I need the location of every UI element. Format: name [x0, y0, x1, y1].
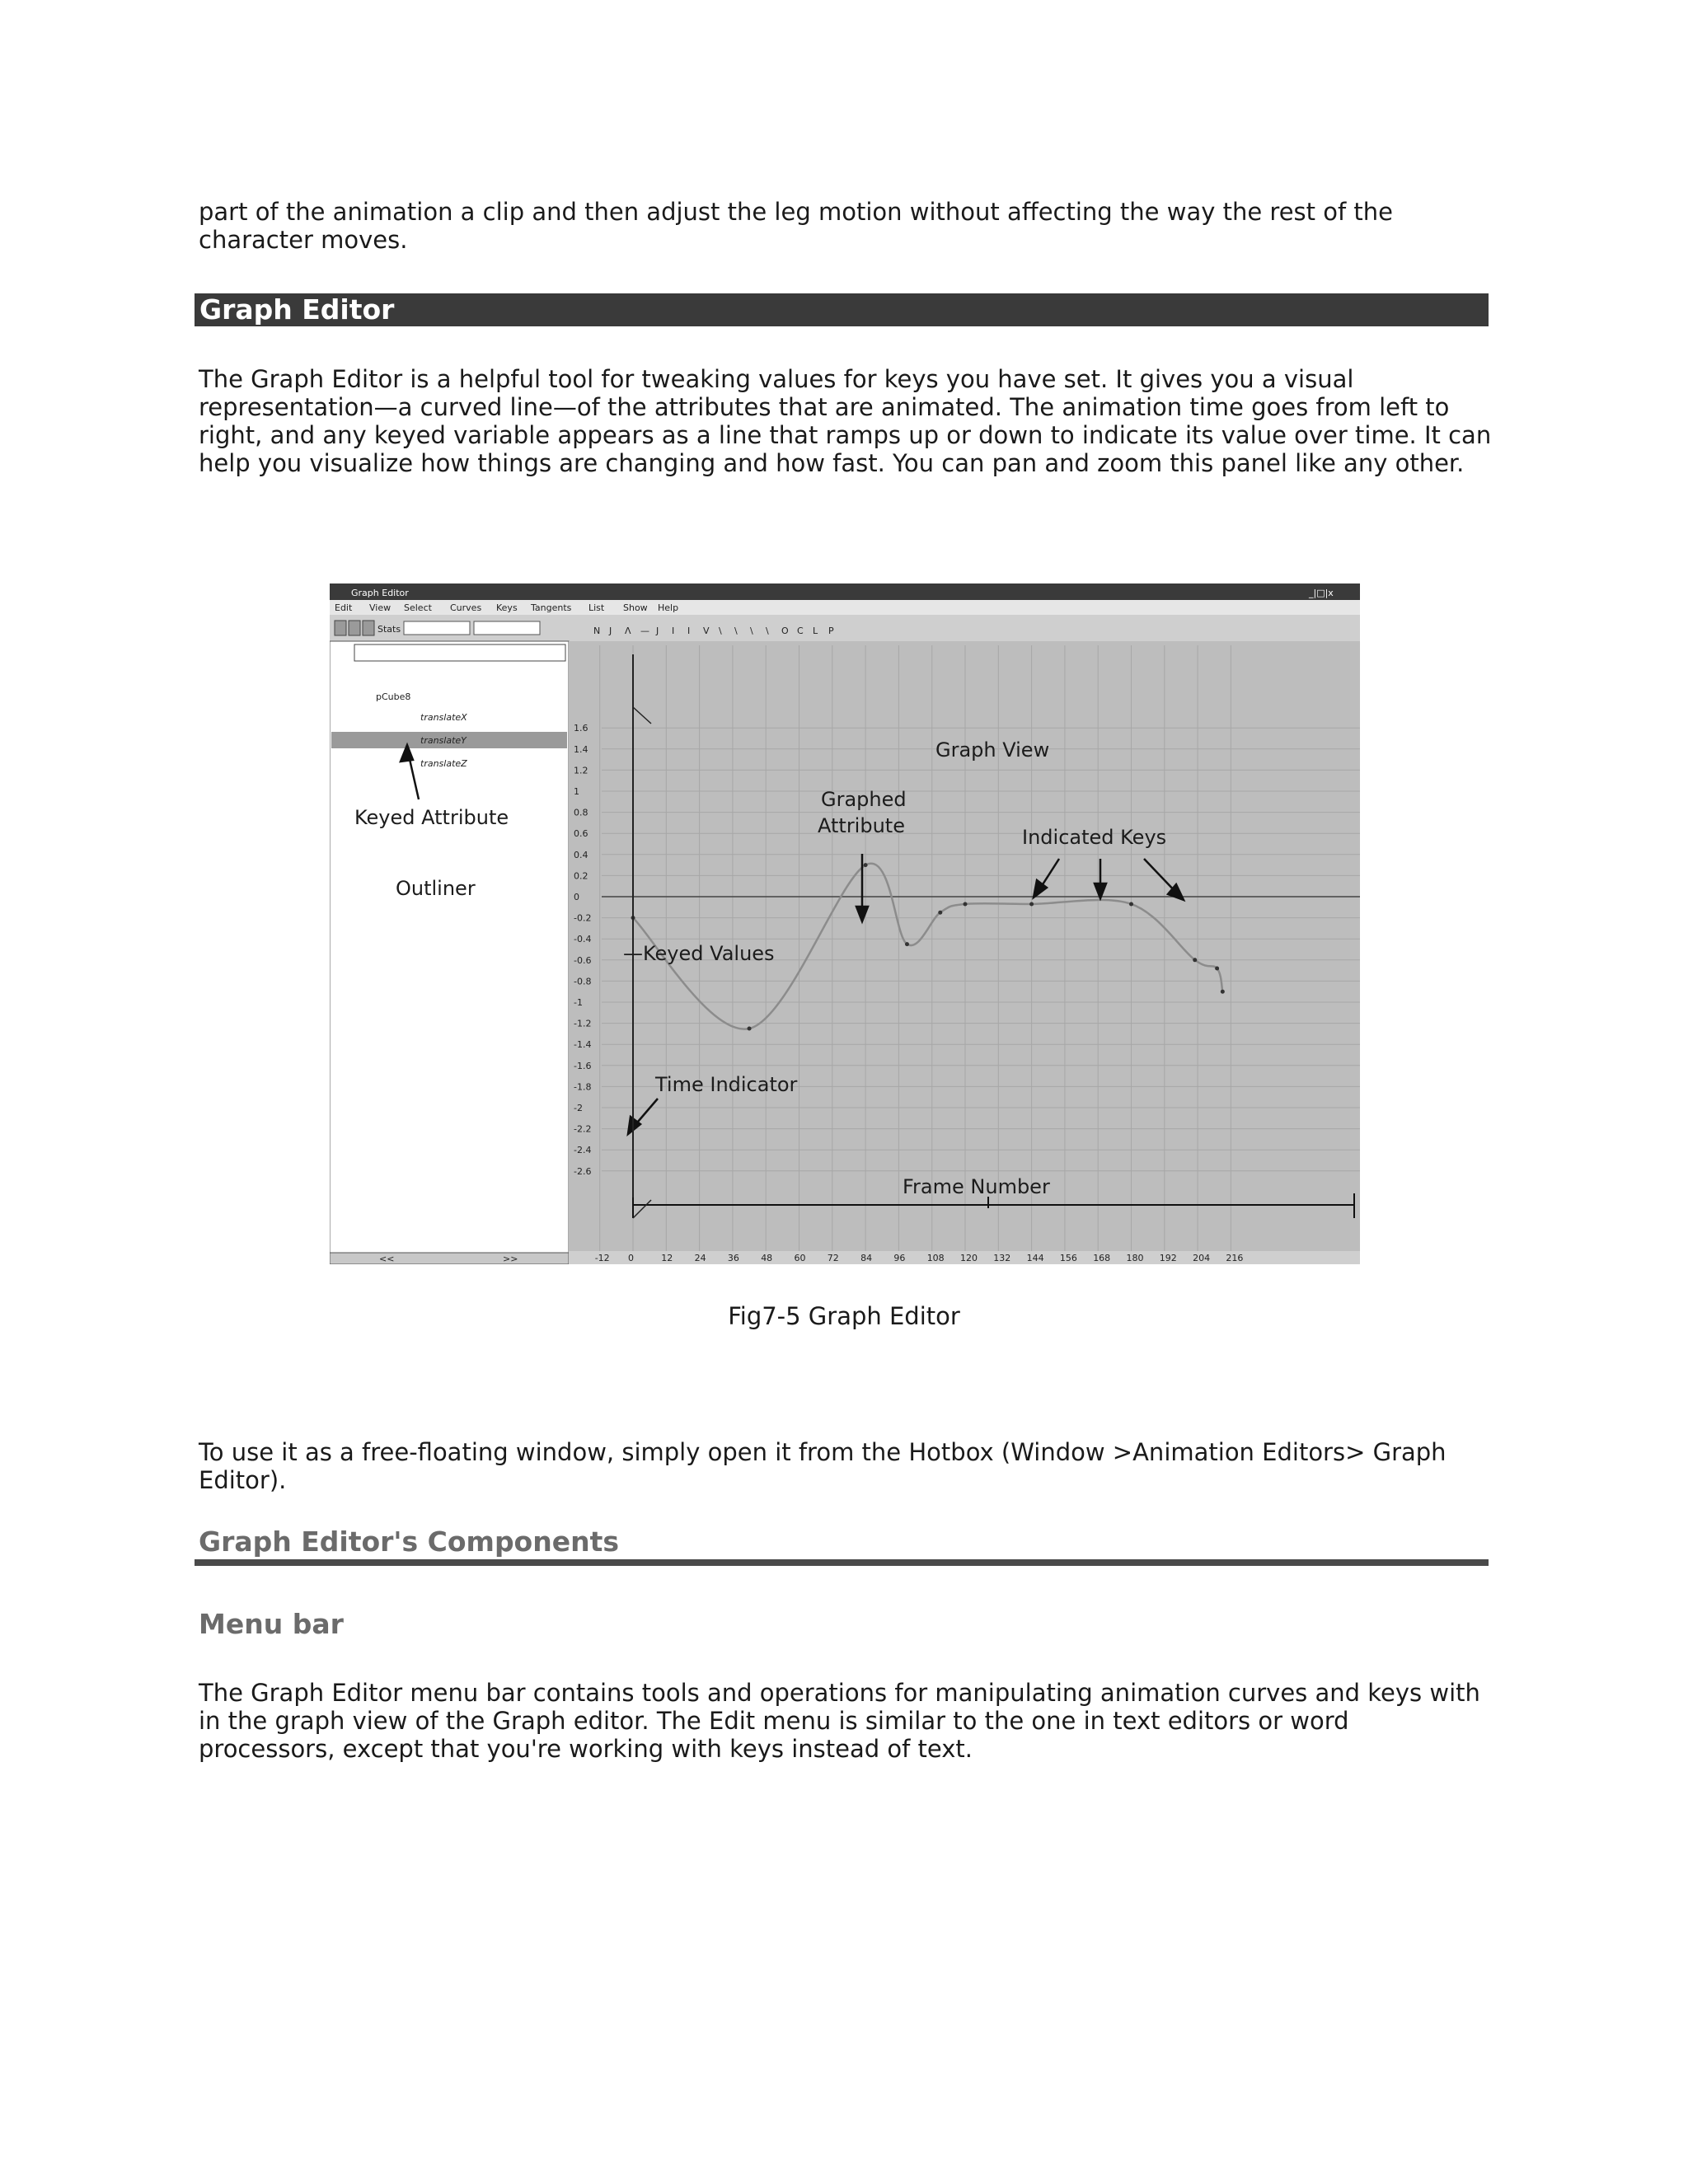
- key-point[interactable]: [1221, 990, 1225, 994]
- callout-keyed-attribute: Keyed Attribute: [354, 806, 509, 829]
- linear-icon[interactable]: Λ: [625, 626, 631, 636]
- y-tick-label: -2.6: [574, 1165, 592, 1177]
- graph-editor-screenshot: [330, 583, 1360, 1264]
- figure-caption: Fig7-5 Graph Editor: [728, 1302, 960, 1330]
- y-tick-label: -2.4: [574, 1145, 592, 1156]
- x-tick-label: 0: [628, 1253, 634, 1263]
- plateau-icon[interactable]: I: [672, 626, 675, 636]
- callout-time-indicator: Time Indicator: [655, 1073, 798, 1096]
- x-tick-label: 108: [926, 1253, 945, 1263]
- x-tick-label: 60: [794, 1253, 806, 1263]
- window-controls-icon[interactable]: _|□|x: [1309, 588, 1334, 598]
- x-tick-label: 120: [960, 1253, 978, 1263]
- x-tick-label: 192: [1159, 1253, 1177, 1263]
- y-tick-label: 1: [574, 786, 579, 797]
- menu-item-select[interactable]: Select: [404, 602, 432, 613]
- x-tick-label: 24: [694, 1253, 706, 1263]
- window-title-bar: [330, 583, 1360, 600]
- menu-item-curves[interactable]: Curves: [450, 602, 482, 613]
- stats-field-2[interactable]: [474, 621, 540, 635]
- unify-tangents-icon[interactable]: \: [719, 626, 722, 636]
- y-tick-label: 0.6: [574, 828, 588, 840]
- lock-weight-icon[interactable]: \: [750, 626, 753, 636]
- window-title: Graph Editor: [351, 588, 409, 598]
- key-point[interactable]: [964, 902, 968, 906]
- x-tick-label: 72: [827, 1253, 839, 1263]
- break-tangents-icon[interactable]: V: [703, 626, 710, 636]
- y-tick-label: -0.4: [574, 934, 592, 945]
- x-tick-label: 204: [1193, 1253, 1211, 1263]
- outliner-child-translateX[interactable]: translateX: [420, 712, 467, 723]
- y-tick-label: -1: [574, 997, 583, 1008]
- y-tick-label: -0.6: [574, 954, 592, 966]
- x-tick-label: 156: [1059, 1253, 1077, 1263]
- menu-item-tangents[interactable]: Tangents: [531, 602, 572, 613]
- x-tick-label: 48: [761, 1253, 773, 1263]
- x-tick-label: 144: [1026, 1253, 1044, 1263]
- graph-editor-description: The Graph Editor is a helpful tool for tweaking values for keys you have set. It gives you a visual representation—a curved line—of the attributes that are animated. The animation time goes from left to right, and any keyed variable appears as a line that ramps up or down to indicate its value over time. It can help you visualize how things are changing and how fast. You can pan and zoom this panel like any other.: [199, 365, 1492, 477]
- cycle-icon[interactable]: O: [781, 626, 789, 636]
- unlock-weight-icon[interactable]: \: [766, 626, 769, 636]
- stats-label: Stats: [377, 624, 401, 635]
- callout-outliner: Outliner: [396, 877, 476, 900]
- key-point[interactable]: [1193, 958, 1197, 962]
- key-point[interactable]: [1029, 902, 1034, 906]
- buffer-curve-icon[interactable]: I: [687, 626, 691, 636]
- y-tick-label: 0.2: [574, 870, 588, 882]
- menu-bar-title: Menu bar: [199, 1608, 344, 1640]
- menu-item-keys[interactable]: Keys: [496, 602, 518, 613]
- y-tick-label: -0.2: [574, 912, 592, 924]
- infinity-icon[interactable]: C: [797, 626, 804, 636]
- outliner-scrollbar[interactable]: [330, 1253, 569, 1264]
- y-tick-label: -1.2: [574, 1018, 592, 1029]
- x-tick-label: 12: [661, 1253, 673, 1263]
- menu-item-edit[interactable]: Edit: [335, 602, 353, 613]
- components-rule: [195, 1559, 1489, 1566]
- y-tick-label: -1.6: [574, 1060, 592, 1071]
- outliner-child-translateY[interactable]: translateY: [420, 735, 467, 746]
- x-axis-ticks: [569, 1251, 1360, 1264]
- menu-item-show[interactable]: Show: [623, 602, 648, 613]
- callout-graphed-attribute-1: Graphed: [821, 788, 907, 811]
- spline-icon[interactable]: N: [593, 626, 601, 636]
- intro-paragraph: part of the animation a clip and then adjust the leg motion without affecting the way the rest of the character moves.: [199, 198, 1394, 254]
- y-tick-label: -2.2: [574, 1123, 592, 1135]
- menu-bar-paragraph: The Graph Editor menu bar contains tools and operations for manipulating animation curves and keys with in the graph view of the Graph editor. The Edit menu is similar to the one in text editors or word processors, except that you're working with keys instead of text.: [199, 1679, 1480, 1763]
- callout-indicated-keys: Indicated Keys: [1022, 826, 1167, 849]
- free-floating-paragraph: To use it as a free-floating window, simply open it from the Hotbox (Window >Animation Editors> Graph Editor).: [199, 1438, 1447, 1494]
- outliner-children: [420, 712, 467, 769]
- callout-graphed-attribute-2: Attribute: [818, 814, 905, 837]
- section-title-graph-editor: Graph Editor: [195, 293, 1489, 326]
- step-icon[interactable]: J: [656, 626, 659, 636]
- x-tick-label: 84: [860, 1253, 873, 1263]
- menu-item-view[interactable]: View: [369, 602, 392, 613]
- callout-frame-number: Frame Number: [903, 1175, 1050, 1198]
- menu-item-help[interactable]: Help: [658, 602, 679, 613]
- pre-infinity-icon[interactable]: P: [828, 626, 834, 636]
- x-tick-label: 216: [1226, 1253, 1244, 1263]
- region-tool-icon[interactable]: [363, 621, 374, 635]
- x-tick-label: -12: [594, 1253, 610, 1263]
- x-tick-label: 96: [893, 1253, 906, 1263]
- y-tick-label: 1.4: [574, 743, 588, 755]
- x-tick-label: 132: [993, 1253, 1011, 1263]
- stats-field-1[interactable]: [404, 621, 470, 635]
- y-tick-label: 1.6: [574, 723, 588, 734]
- lattice-icon[interactable]: L: [813, 626, 818, 636]
- outliner-child-translateZ[interactable]: translateZ: [420, 758, 467, 769]
- flat-icon[interactable]: —: [640, 626, 649, 636]
- move-tool-icon[interactable]: [335, 621, 346, 635]
- key-point[interactable]: [1215, 967, 1219, 971]
- callout-graph-view: Graph View: [935, 738, 1050, 762]
- x-tick-label: 180: [1126, 1253, 1144, 1263]
- outliner-root-item[interactable]: pCube8: [376, 691, 411, 702]
- free-weight-icon[interactable]: \: [734, 626, 738, 636]
- insert-tool-icon[interactable]: [349, 621, 360, 635]
- x-tick-label: 36: [727, 1253, 739, 1263]
- x-tick-label: 168: [1093, 1253, 1111, 1263]
- key-point[interactable]: [748, 1027, 752, 1031]
- components-title: Graph Editor's Components: [199, 1526, 620, 1558]
- callout-keyed-values: —Keyed Values: [623, 942, 775, 965]
- clamped-icon[interactable]: J: [609, 626, 612, 636]
- y-tick-label: 0.8: [574, 807, 588, 818]
- y-tick-label: 0.4: [574, 849, 588, 860]
- y-tick-label: 0: [574, 892, 579, 902]
- menu-bar: [330, 600, 1360, 615]
- y-tick-label: -0.8: [574, 976, 592, 987]
- key-point[interactable]: [905, 942, 909, 946]
- y-tick-label: -1.8: [574, 1081, 592, 1093]
- outliner-filter-field[interactable]: [354, 644, 565, 661]
- menu-item-list[interactable]: List: [588, 602, 605, 613]
- scroll-left-button[interactable]: <<: [379, 1254, 395, 1264]
- scroll-right-button[interactable]: >>: [503, 1254, 518, 1264]
- y-tick-label: -1.4: [574, 1039, 592, 1051]
- menu-items: [335, 602, 678, 613]
- key-point[interactable]: [864, 863, 868, 867]
- y-tick-label: -2: [574, 1103, 583, 1113]
- key-point[interactable]: [1129, 902, 1133, 906]
- key-point[interactable]: [938, 911, 942, 915]
- y-tick-label: 1.2: [574, 765, 588, 776]
